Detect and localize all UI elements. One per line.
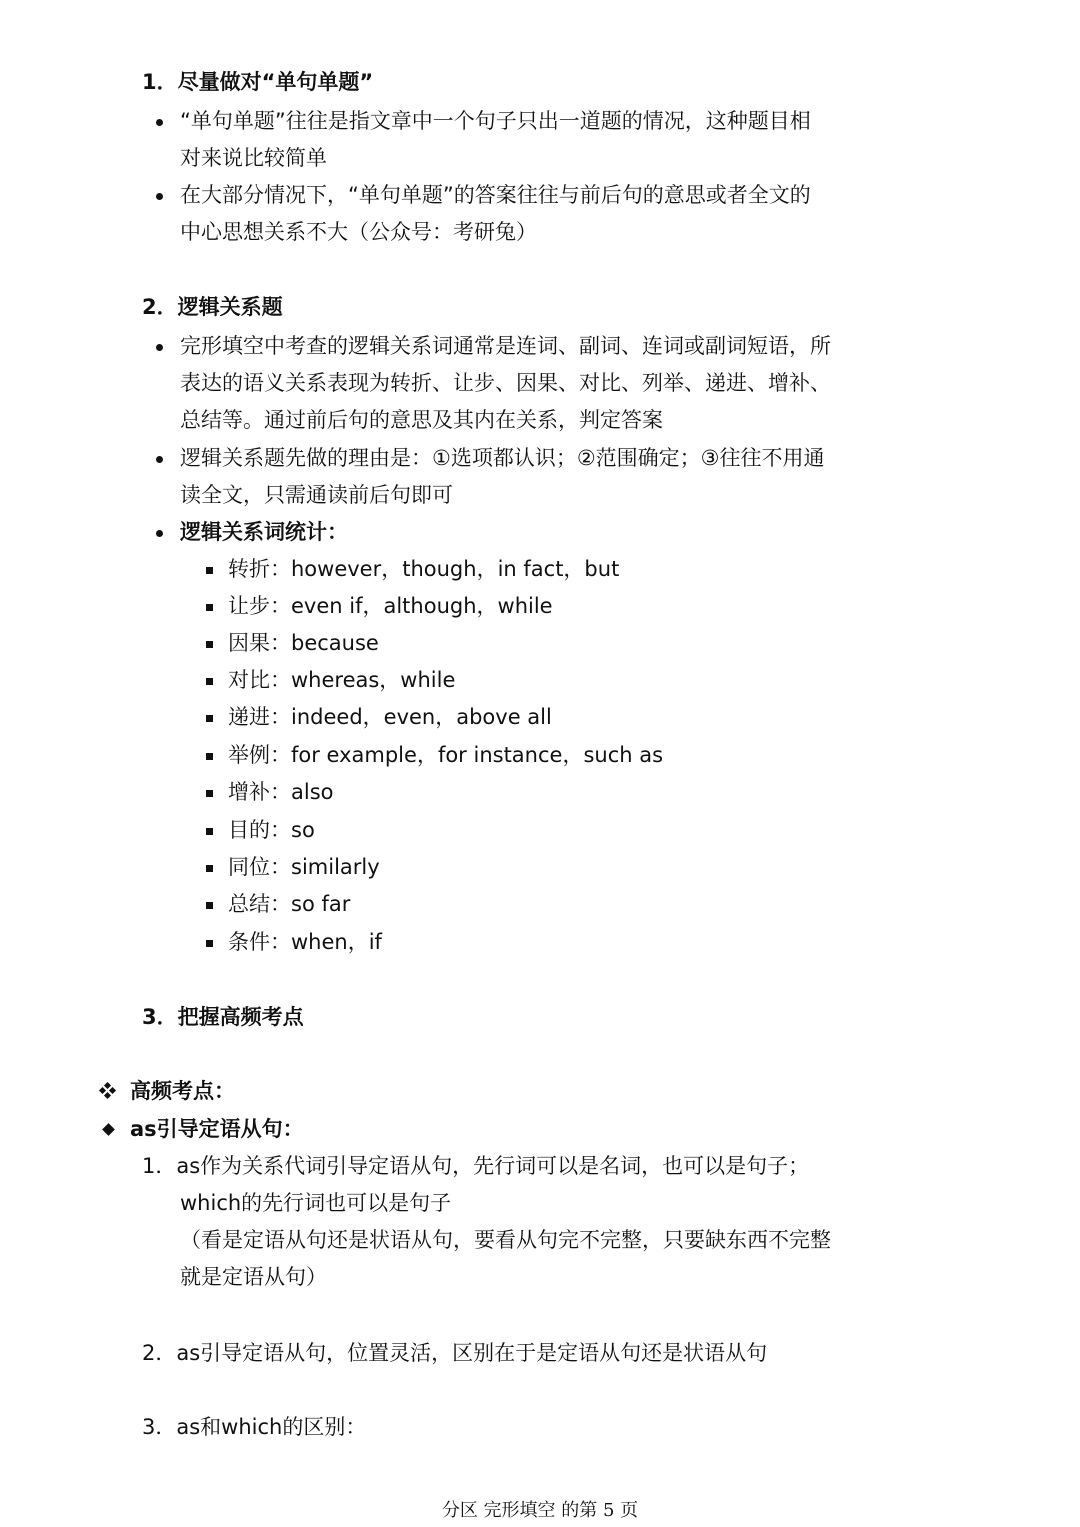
page-footer: 分区 完形填空 的第 5 页	[441, 1500, 639, 1521]
section-1-bullet-1-line-1: “单句单题”往往是指文章中一个句子只出一道题的情况，这种题目相	[180, 109, 811, 133]
word-list-item: 目的：so	[228, 818, 315, 842]
as-clause-heading: as引导定语从句：	[130, 1117, 304, 1141]
word-list-item: 同位：similarly	[228, 855, 380, 879]
section-2-bullet-2-line-2: 读全文，只需通读前后句即可	[180, 483, 453, 507]
word-list-item: 总结：so far	[228, 892, 351, 916]
word-list-item: 举例：for example，for instance，such as	[228, 743, 664, 767]
square-bullet	[206, 753, 213, 760]
section-1-bullet-1-line-2: 对来说比较简单	[180, 146, 327, 170]
as-item-2: 2．as引导定语从句，位置灵活，区别在于是定语从句还是状语从句	[142, 1341, 768, 1365]
square-bullet	[206, 715, 213, 722]
square-bullet	[206, 567, 213, 574]
as-item-1-line-4: 就是定语从句）	[180, 1265, 327, 1289]
as-item-1-line-2: which的先行词也可以是句子	[180, 1191, 452, 1215]
square-bullet	[206, 940, 213, 947]
as-item-1-line-3: （看是定语从句还是状语从句，要看从句完不完整，只要缺东西不完整	[180, 1228, 831, 1252]
bullet-dot	[156, 530, 163, 537]
word-list-item: 条件：when，if	[228, 930, 382, 954]
word-list-item: 转折：however，though，in fact，but	[228, 557, 620, 581]
word-list-item: 让步：even if，although，while	[228, 594, 553, 618]
section-2-bullet-1-line-1: 完形填空中考查的逻辑关系词通常是连词、副词、连词或副词短语，所	[180, 334, 831, 358]
section-2-heading: 2．逻辑关系题	[142, 295, 283, 319]
section-2-bullet-1-line-2: 表达的语义关系表现为转折、让步、因果、对比、列举、递进、增补、	[180, 371, 831, 395]
word-list-item: 对比：whereas，while	[228, 668, 456, 692]
diamond-bullet-icon	[102, 1123, 115, 1136]
section-1-bullet-2-line-2: 中心思想关系不大（公众号：考研兔）	[180, 220, 537, 244]
word-list-item: 因果：because	[228, 631, 379, 655]
square-bullet	[206, 604, 213, 611]
bullet-dot	[156, 193, 163, 200]
section-1-bullet-2-line-1: 在大部分情况下，“单句单题”的答案往往与前后句的意思或者全文的	[180, 183, 811, 207]
section-3-heading: 3．把握高频考点	[142, 1005, 304, 1029]
square-bullet	[206, 865, 213, 872]
section-1-heading: 1．尽量做对“单句单题”	[142, 70, 374, 94]
bullet-dot	[156, 344, 163, 351]
square-bullet	[206, 902, 213, 909]
section-2-bullet-1-line-3: 总结等。通过前后句的意思及其内在关系，判定答案	[180, 408, 663, 432]
as-item-1-line-1: 1．as作为关系代词引导定语从句，先行词可以是名词，也可以是句子；	[142, 1154, 810, 1178]
word-list-item: 增补：also	[228, 780, 334, 804]
square-bullet	[206, 678, 213, 685]
word-list-item: 递进：indeed，even，above all	[228, 705, 552, 729]
as-item-3: 3．as和which的区别：	[142, 1415, 367, 1439]
square-bullet	[206, 790, 213, 797]
gaopin-heading: 高频考点：	[130, 1079, 235, 1103]
bullet-dot	[156, 119, 163, 126]
section-2-bullet-2-line-1: 逻辑关系题先做的理由是：①选项都认识；②范围确定；③往往不用通	[180, 446, 825, 470]
section-2-bullet-3: 逻辑关系词统计：	[180, 520, 348, 544]
bullet-dot	[156, 456, 163, 463]
square-bullet	[206, 641, 213, 648]
square-bullet	[206, 828, 213, 835]
four-diamond-icon	[100, 1083, 116, 1099]
